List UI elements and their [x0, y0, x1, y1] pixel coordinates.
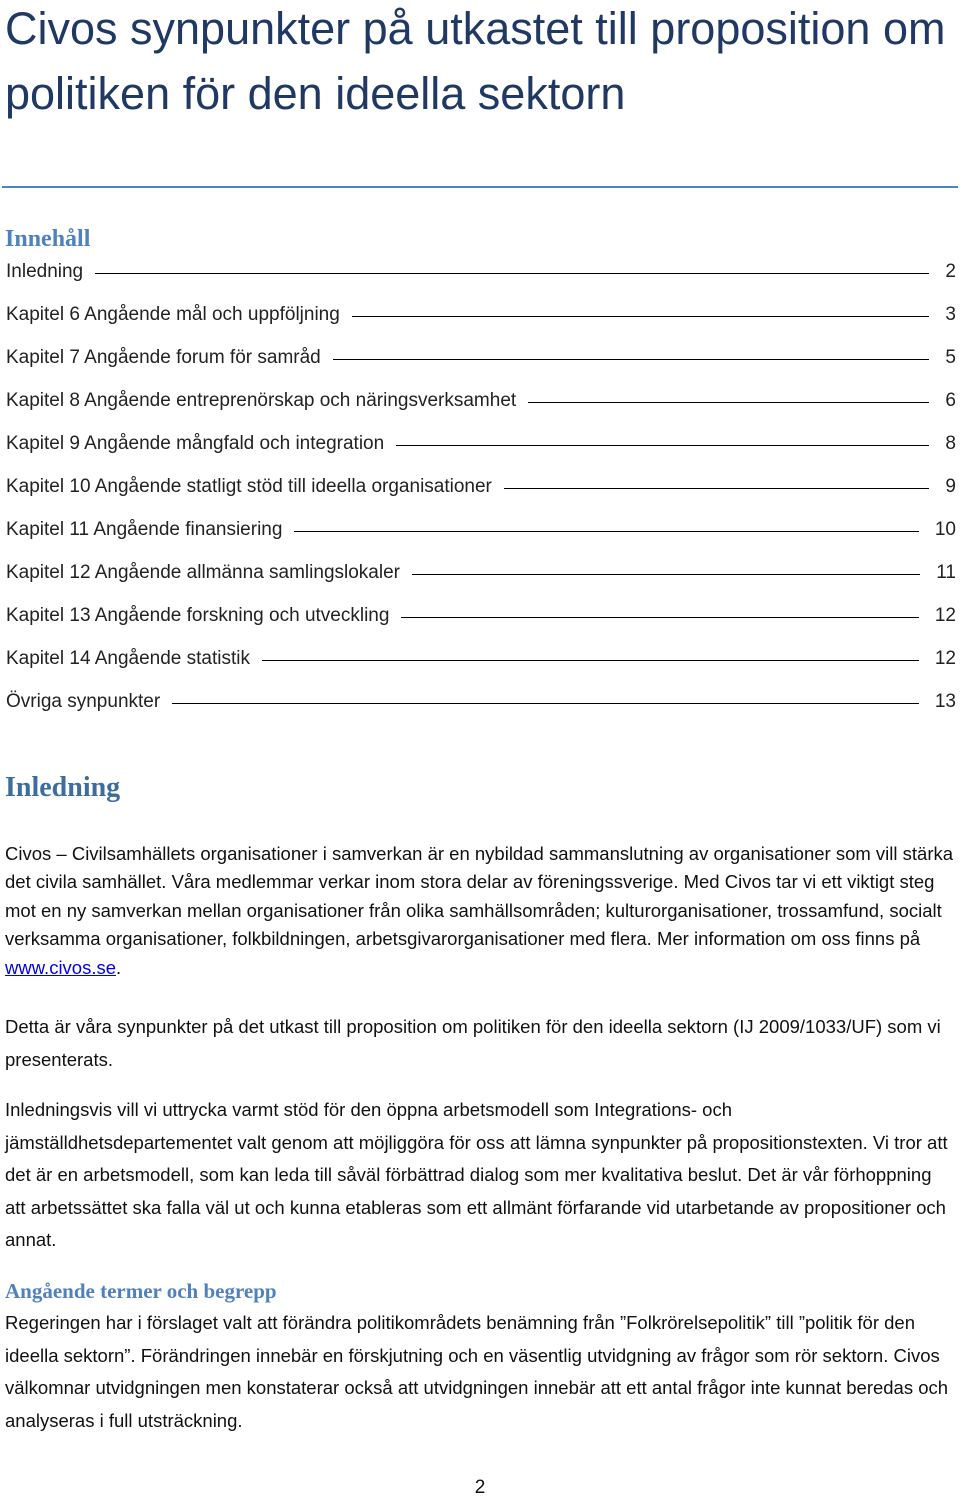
toc-entry[interactable]: [6, 429, 956, 472]
inledning-paragraph-3: Inledningsvis vill vi uttrycka varmt stöd för den öppna arbetsmodell som Integrations- och jämställdhetsdepartementet valt genom att möjliggöra för oss att lämna synpunkter på propositionstexten. Vi tror att det är en arbetsmodell, som kan leda till såväl förbättrad dialog som mer kvalitativa beslut. Det är vår förhoppning att arbetssättet ska falla väl ut och kunna etableras som ett allmänt förfarande vid utarbetande av propositioner och annat.: [5, 1099, 948, 1251]
toc-entry[interactable]: [6, 343, 956, 386]
toc-leader-line: [504, 488, 930, 489]
toc-entry-label: Kapitel 14 Angående statistik: [6, 648, 251, 669]
toc-leader-line: [412, 574, 920, 575]
inledning-paragraph-1-end: .: [116, 956, 122, 978]
toc-entry-label: Kapitel 11 Angående finansiering: [6, 519, 283, 540]
toc-leader-line: [396, 445, 929, 446]
toc-entry[interactable]: [6, 601, 956, 644]
toc-entry-page: 3: [945, 304, 956, 325]
inledning-paragraph-1-text: Civos – Civilsamhällets organisationer i samverkan är en nybildad sammanslutning av organisationer som vill stärka det civila samhället. Våra medlemmar verkar inom stora delar av föreningssverige. Med Civos tar vi ett viktigt steg mot en ny samverkan mellan organisationer från olika samhällsområden; kulturorganisationer, trossamfund, socialt verksamma organisationer, folkbildningen, arbetsgivarorganisationer med flera. Mer information om oss finns på: [5, 843, 954, 950]
table-of-contents: [6, 257, 956, 730]
toc-entry-label: Kapitel 9 Angående mångfald och integration: [6, 433, 385, 454]
toc-entry-label: Övriga synpunkter: [6, 691, 161, 712]
toc-entry-label: Inledning: [6, 261, 84, 282]
toc-entry-label: Kapitel 7 Angående forum för samråd: [6, 347, 321, 368]
section-heading-termer: Angående termer och begrepp: [5, 1279, 277, 1303]
toc-entry-page: 12: [934, 648, 956, 669]
inledning-paragraph-2: Detta är våra synpunkter på det utkast till proposition om politiken för den ideella sektorn (IJ 2009/1033/UF) som vi presenterats.: [5, 1016, 941, 1070]
toc-leader-line: [401, 617, 918, 618]
toc-entry[interactable]: [6, 300, 956, 343]
civos-website-link[interactable]: www.civos.se: [5, 956, 117, 978]
inledning-paragraph-1: [5, 840, 957, 982]
toc-entry[interactable]: [6, 558, 956, 601]
toc-entry-page: 12: [934, 605, 956, 626]
toc-entry[interactable]: [6, 472, 956, 515]
toc-entry-page: 6: [945, 390, 956, 411]
page-title: Civos synpunkter på utkastet till proposition om politiken för den ideella sektorn: [5, 3, 946, 119]
toc-entry[interactable]: [6, 386, 956, 429]
toc-leader-line: [172, 703, 919, 704]
toc-entry-label: Kapitel 10 Angående statligt stöd till ideella organisationer: [6, 476, 492, 497]
toc-entry-page: 2: [945, 261, 956, 282]
toc-entry[interactable]: [6, 515, 956, 558]
toc-entry-page: 8: [945, 433, 956, 454]
toc-leader-line: [333, 359, 930, 360]
page-number: 2: [474, 1477, 486, 1498]
toc-entry-page: 10: [934, 519, 956, 540]
toc-leader-line: [95, 273, 929, 274]
toc-entry-page: 9: [945, 476, 956, 497]
toc-entry[interactable]: [6, 644, 956, 687]
toc-entry[interactable]: [6, 257, 956, 300]
toc-leader-line: [294, 531, 918, 532]
toc-entry-page: 5: [945, 347, 956, 368]
toc-entry-label: Kapitel 13 Angående forskning och utveckling: [6, 605, 390, 626]
toc-leader-line: [352, 316, 930, 317]
toc-entry-page: 13: [934, 691, 956, 712]
toc-leader-line: [262, 660, 919, 661]
toc-entry-page: 11: [936, 562, 956, 583]
title-divider: [2, 186, 958, 188]
termer-paragraph-1: Regeringen har i förslaget valt att förändra politikområdets benämning från ”Folkrörelsepolitik” till ”politik för den ideella sektorn”. Förändringen innebär en förskjutning och en väsentlig utvidgning av frågor som rör sektorn. Civos välkomnar utvidgningen men konstaterar också att utvidgningen innebär att ett antal frågor inte kunnat beredas och analyseras i full utsträckning.: [5, 1312, 949, 1431]
toc-leader-line: [528, 402, 929, 403]
toc-heading: Innehåll: [5, 226, 91, 252]
toc-entry-label: Kapitel 8 Angående entreprenörskap och näringsverksamhet: [6, 390, 517, 411]
section-heading-inledning: Inledning: [5, 772, 121, 803]
toc-entry[interactable]: [6, 687, 956, 730]
toc-entry-label: Kapitel 12 Angående allmänna samlingslokaler: [6, 562, 400, 583]
toc-entry-label: Kapitel 6 Angående mål och uppföljning: [6, 304, 340, 325]
